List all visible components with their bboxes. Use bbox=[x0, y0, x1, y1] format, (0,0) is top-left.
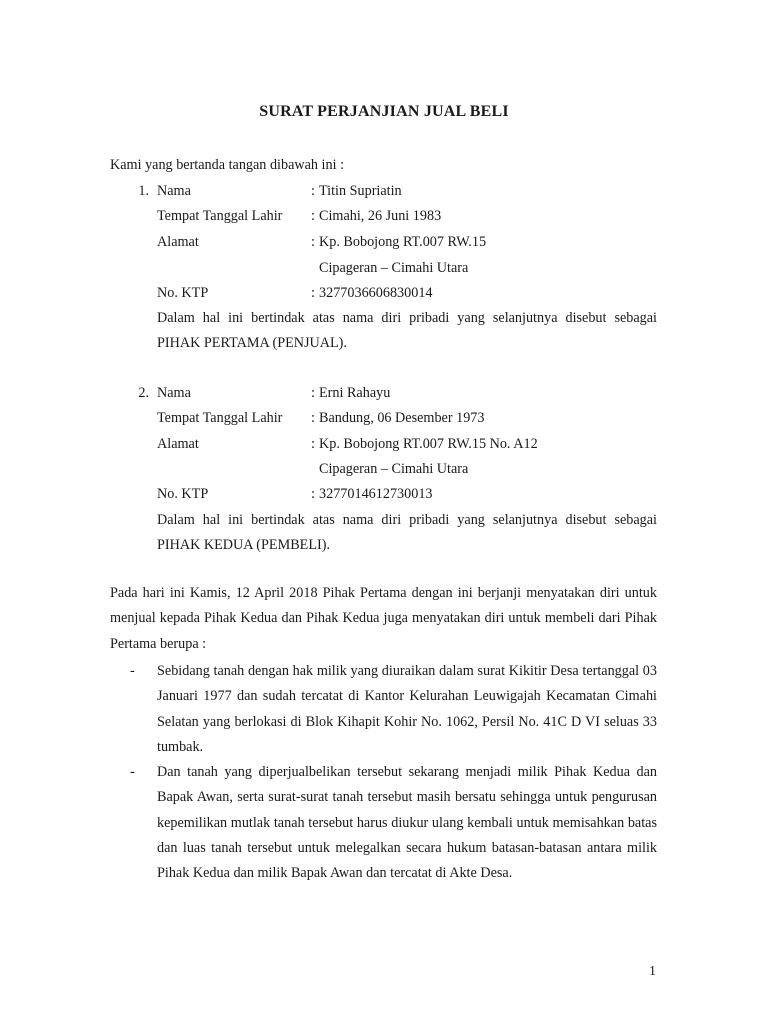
party-2-desc-1: Dalam hal ini bertindak atas nama diri pribadi yang selanjutnya disebut sebagai bbox=[157, 512, 657, 528]
colon: : bbox=[311, 410, 315, 426]
party-2-number: 2. bbox=[138, 385, 149, 401]
party-2-nama-label: Nama bbox=[157, 385, 191, 401]
party-2-alamat-1: Kp. Bobojong RT.007 RW.15 No. A12 bbox=[319, 436, 538, 452]
colon: : bbox=[311, 285, 315, 301]
party-1-nama: Titin Supriatin bbox=[319, 183, 402, 199]
party-1-number: 1. bbox=[138, 183, 149, 199]
colon: : bbox=[311, 208, 315, 224]
party-1-ttl: Cimahi, 26 Juni 1983 bbox=[319, 208, 442, 224]
colon: : bbox=[311, 183, 315, 199]
party-2-nama: Erni Rahayu bbox=[319, 385, 391, 401]
party-1-alamat-1: Kp. Bobojong RT.007 RW.15 bbox=[319, 234, 487, 250]
colon: : bbox=[311, 486, 315, 502]
document-title: SURAT PERJANJIAN JUAL BELI bbox=[259, 103, 509, 120]
bullet-item-land: Sebidang tanah dengan hak milik yang diuraikan dalam surat Kikitir Desa tertanggal 03 Januari 1977 dan sudah tercatat di Kantor Kelurahan Leuwigajah Kecamatan Cimahi Selatan yang berlokasi di Blok Kihapit Kohir No. 1062, Persil No. 41C D VI seluas 33 tumbak. bbox=[157, 663, 657, 755]
party-2-ktp-label: No. KTP bbox=[157, 486, 209, 502]
intro-text: Kami yang bertanda tangan dibawah ini : bbox=[110, 157, 345, 173]
party-1-alamat-label: Alamat bbox=[157, 234, 199, 250]
bullet-marker: - bbox=[130, 764, 135, 780]
party-1-desc-2: PIHAK PERTAMA (PENJUAL). bbox=[157, 335, 347, 351]
bullet-marker: - bbox=[130, 663, 135, 679]
party-2-alamat-2: Cipageran – Cimahi Utara bbox=[319, 461, 469, 477]
party-1-ttl-label: Tempat Tanggal Lahir bbox=[157, 208, 283, 224]
party-1-ktp-label: No. KTP bbox=[157, 285, 209, 301]
party-2-ttl: Bandung, 06 Desember 1973 bbox=[319, 410, 485, 426]
colon: : bbox=[311, 436, 315, 452]
party-1-nama-label: Nama bbox=[157, 183, 191, 199]
party-1-desc-1: Dalam hal ini bertindak atas nama diri pribadi yang selanjutnya disebut sebagai bbox=[157, 310, 657, 326]
party-1-ktp: 3277036606830014 bbox=[319, 285, 433, 301]
party-2-ktp: 3277014612730013 bbox=[319, 486, 433, 502]
party-2-ttl-label: Tempat Tanggal Lahir bbox=[157, 410, 283, 426]
party-1-alamat-2: Cipageran – Cimahi Utara bbox=[319, 260, 469, 276]
agreement-paragraph: Pada hari ini Kamis, 12 April 2018 Pihak Pertama dengan ini berjanji menyatakan diri untuk menjual kepada Pihak Kedua dan Pihak Kedua juga menyatakan diri untuk membeli dari Pihak Pertama berupa : bbox=[110, 585, 657, 652]
party-2-desc-2: PIHAK KEDUA (PEMBELI). bbox=[157, 537, 330, 553]
colon: : bbox=[311, 385, 315, 401]
page-number: 1 bbox=[649, 964, 656, 979]
bullet-item-ownership: Dan tanah yang diperjualbelikan tersebut sekarang menjadi milik Pihak Kedua dan Bapak Awan, serta surat-surat tanah tersebut masih bersatu sehingga untuk pengurusan kepemilikan mutlak tanah tersebut harus diukur ulang kembali untuk memisahkan batas dan luas tanah tersebut untuk melegalkan secara hukum batasan-batasan antara milik Pihak Kedua dan milik Bapak Awan dan tercatat di Akte Desa. bbox=[157, 764, 657, 882]
party-2-alamat-label: Alamat bbox=[157, 436, 199, 452]
colon: : bbox=[311, 234, 315, 250]
